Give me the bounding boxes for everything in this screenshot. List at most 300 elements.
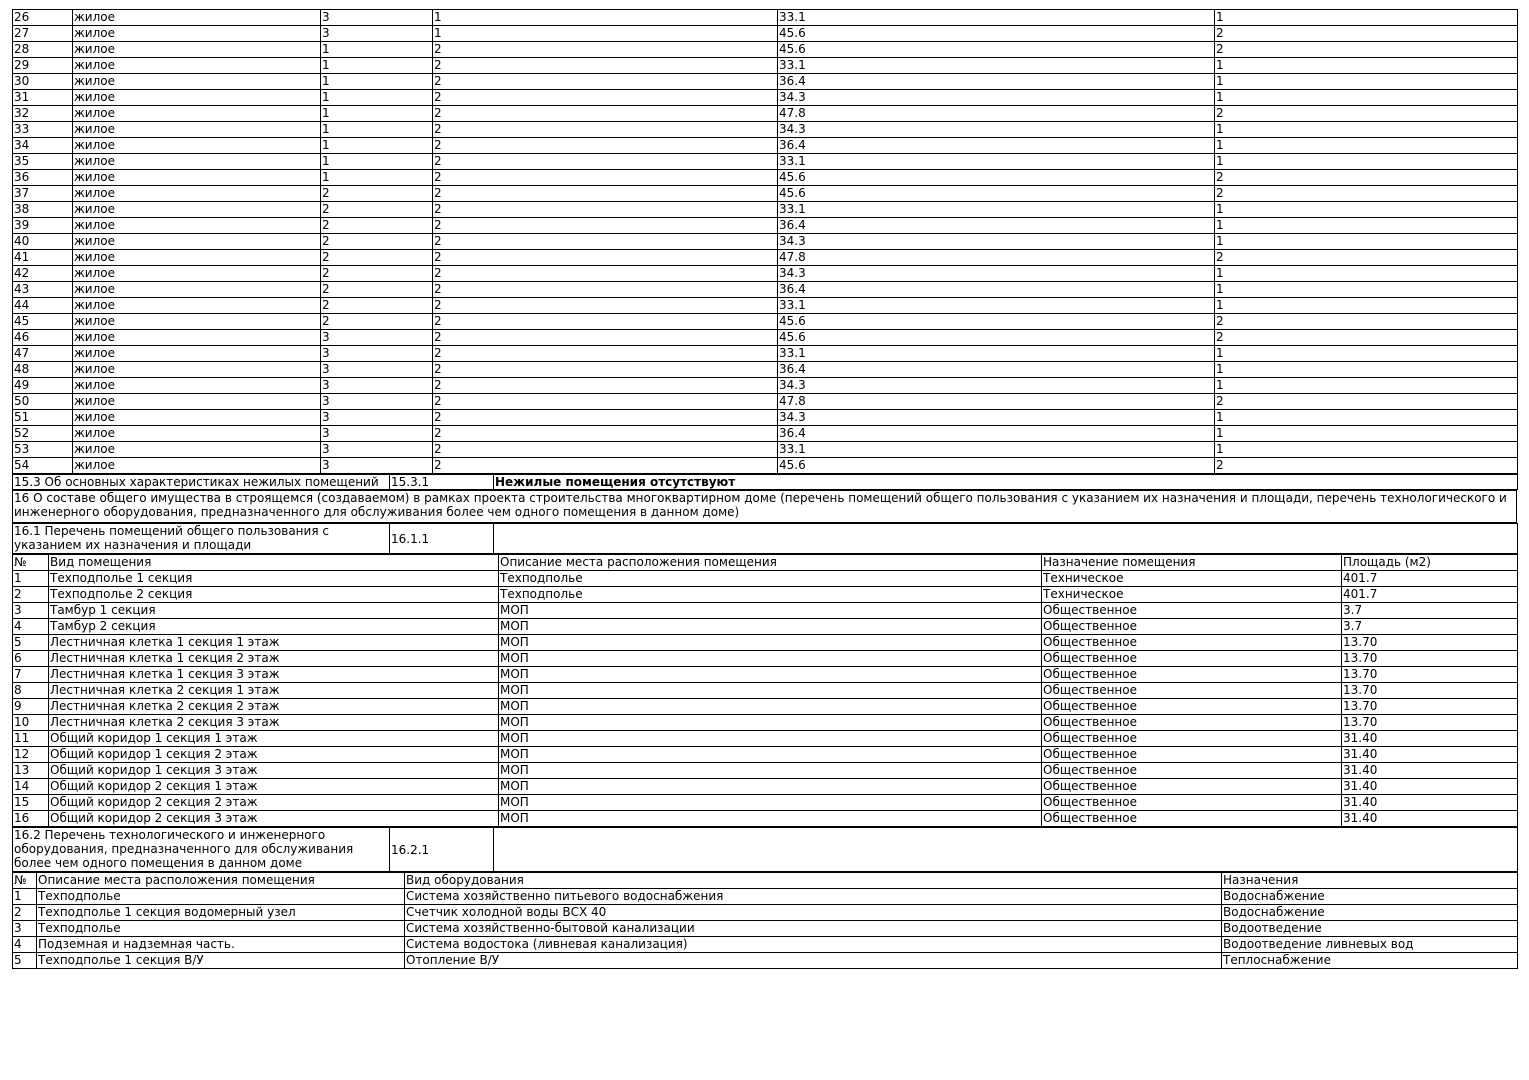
table-cell: 29 xyxy=(13,58,73,74)
table-cell: 31.40 xyxy=(1342,795,1518,811)
table-cell: 1 xyxy=(1215,346,1518,362)
premises-row xyxy=(13,619,1518,635)
table-cell: жилое xyxy=(73,138,321,154)
table-cell: 1 xyxy=(433,10,778,26)
section-16-2-empty xyxy=(494,828,1518,872)
table-cell: Лестничная клетка 2 секция 2 этаж xyxy=(49,699,499,715)
table-cell: 2 xyxy=(321,234,433,250)
table-cell: 1 xyxy=(1215,362,1518,378)
table-cell: жилое xyxy=(73,106,321,122)
table-cell: Общественное xyxy=(1042,763,1342,779)
apartment-row xyxy=(13,186,1518,202)
table-cell: 2 xyxy=(433,74,778,90)
apartment-row xyxy=(13,122,1518,138)
table-cell: 47.8 xyxy=(778,250,1215,266)
table-cell: 3 xyxy=(321,26,433,42)
table-cell: МОП xyxy=(499,683,1042,699)
table-cell: 1 xyxy=(321,58,433,74)
table-cell: 3.7 xyxy=(1342,603,1518,619)
table-cell: 2 xyxy=(1215,250,1518,266)
table-cell: 33.1 xyxy=(778,10,1215,26)
common-premises-table xyxy=(12,554,1518,827)
table-cell: Лестничная клетка 1 секция 3 этаж xyxy=(49,667,499,683)
table-cell: Общественное xyxy=(1042,747,1342,763)
table-cell: 1 xyxy=(13,889,37,905)
table-cell: жилое xyxy=(73,410,321,426)
table-cell: 45.6 xyxy=(778,170,1215,186)
table-cell: жилое xyxy=(73,426,321,442)
table-cell: 401.7 xyxy=(1342,587,1518,603)
table-cell: 3 xyxy=(321,458,433,474)
equipment-row xyxy=(13,937,1518,953)
table-cell: жилое xyxy=(73,362,321,378)
table-cell: 2 xyxy=(433,362,778,378)
table-cell: Водоотведение ливневых вод xyxy=(1222,937,1518,953)
table-cell: 6 xyxy=(13,651,49,667)
table-cell: 1 xyxy=(1215,426,1518,442)
table-cell: 36.4 xyxy=(778,218,1215,234)
table-cell: 45.6 xyxy=(778,26,1215,42)
table-cell: Общественное xyxy=(1042,619,1342,635)
table-cell: 3 xyxy=(321,426,433,442)
table-cell: 47.8 xyxy=(778,106,1215,122)
table-cell: 1 xyxy=(1215,378,1518,394)
table-cell: Общий коридор 1 секция 2 этаж xyxy=(49,747,499,763)
table-cell: Подземная и надземная часть. xyxy=(37,937,405,953)
table-cell: 1 xyxy=(1215,218,1518,234)
table-cell: Теплоснабжение xyxy=(1222,953,1518,969)
apartment-row xyxy=(13,442,1518,458)
table-cell: Счетчик холодной воды ВСХ 40 xyxy=(405,905,1222,921)
table-cell: 2 xyxy=(1215,394,1518,410)
table-cell: жилое xyxy=(73,458,321,474)
table-cell: 2 xyxy=(433,250,778,266)
table-cell: 1 xyxy=(1215,202,1518,218)
table-cell: 1 xyxy=(1215,10,1518,26)
section-15-3-label: 15.3 Об основных характеристиках нежилых помещений xyxy=(13,475,390,490)
column-header: Назначение помещения xyxy=(1042,555,1342,571)
table-cell: Общественное xyxy=(1042,811,1342,827)
table-cell: Техподполье xyxy=(499,587,1042,603)
table-cell: 34.3 xyxy=(778,266,1215,282)
table-cell: Общественное xyxy=(1042,603,1342,619)
table-cell: 33.1 xyxy=(778,154,1215,170)
table-cell: 2 xyxy=(433,314,778,330)
table-cell: 53 xyxy=(13,442,73,458)
table-cell: 13.70 xyxy=(1342,683,1518,699)
common-premises-header xyxy=(13,555,1518,571)
table-cell: 35 xyxy=(13,154,73,170)
table-cell: 2 xyxy=(433,394,778,410)
apartment-row xyxy=(13,218,1518,234)
table-cell: 33.1 xyxy=(778,58,1215,74)
document-page xyxy=(12,9,1517,969)
table-cell: 1 xyxy=(321,74,433,90)
column-header: Назначения xyxy=(1222,873,1518,889)
section-16-2-header-table xyxy=(12,827,1518,872)
table-cell: 28 xyxy=(13,42,73,58)
section-16-1-label: 16.1 Перечень помещений общего пользования с указанием их назначения и площади xyxy=(13,524,390,554)
table-cell: Техподполье xyxy=(37,921,405,937)
table-cell: 3 xyxy=(321,410,433,426)
table-cell: 3 xyxy=(13,603,49,619)
table-cell: 45.6 xyxy=(778,458,1215,474)
premises-row xyxy=(13,779,1518,795)
equipment-row xyxy=(13,905,1518,921)
table-cell: 26 xyxy=(13,10,73,26)
header-row xyxy=(13,873,1518,889)
table-cell: 33 xyxy=(13,122,73,138)
section-15-3-code: 15.3.1 xyxy=(390,475,494,490)
table-cell: 1 xyxy=(1215,138,1518,154)
apartments-table xyxy=(12,9,1518,474)
equipment-header xyxy=(13,873,1518,889)
table-cell: 8 xyxy=(13,683,49,699)
table-cell: 33.1 xyxy=(778,346,1215,362)
table-cell: жилое xyxy=(73,250,321,266)
section-16-2-code: 16.2.1 xyxy=(390,828,494,872)
section-16-label: 16 О составе общего имущества в строящемся (создаваемом) в рамках проекта строительства многоквартирном доме (перечень помещений общего пользования с указанием их назначения и площади, перечень технологического и инженерного оборудования, предназначенного для обслуживания более чем одного помещения в данном доме) xyxy=(13,491,1517,523)
table-cell: Лестничная клетка 1 секция 1 этаж xyxy=(49,635,499,651)
apartment-row xyxy=(13,42,1518,58)
table-cell: 31.40 xyxy=(1342,731,1518,747)
table-cell: 2 xyxy=(433,122,778,138)
table-cell: жилое xyxy=(73,58,321,74)
table-cell: 2 xyxy=(433,202,778,218)
table-cell: 34.3 xyxy=(778,234,1215,250)
table-cell: 12 xyxy=(13,747,49,763)
table-cell: Общий коридор 2 секция 2 этаж xyxy=(49,795,499,811)
table-cell: Общественное xyxy=(1042,667,1342,683)
table-cell: Техподполье 1 секция xyxy=(49,571,499,587)
table-cell: 1 xyxy=(1215,298,1518,314)
table-cell: 2 xyxy=(321,266,433,282)
apartment-row xyxy=(13,90,1518,106)
table-cell: Тамбур 1 секция xyxy=(49,603,499,619)
table-cell: Система хозяйственно-бытовой канализации xyxy=(405,921,1222,937)
equipment-table xyxy=(12,872,1518,969)
apartment-row xyxy=(13,298,1518,314)
table-cell: 1 xyxy=(321,106,433,122)
table-cell: Лестничная клетка 1 секция 2 этаж xyxy=(49,651,499,667)
table-cell: жилое xyxy=(73,10,321,26)
table-cell: Техническое xyxy=(1042,587,1342,603)
premises-row xyxy=(13,683,1518,699)
table-cell: 2 xyxy=(433,234,778,250)
table-cell: Техподполье 1 секция В/У xyxy=(37,953,405,969)
table-cell: Водоснабжение xyxy=(1222,889,1518,905)
table-cell: Общий коридор 2 секция 1 этаж xyxy=(49,779,499,795)
table-cell: 2 xyxy=(1215,42,1518,58)
equipment-row xyxy=(13,921,1518,937)
table-cell: 13.70 xyxy=(1342,667,1518,683)
table-cell: МОП xyxy=(499,619,1042,635)
table-cell: 5 xyxy=(13,953,37,969)
table-cell: 47.8 xyxy=(778,394,1215,410)
table-cell: Общественное xyxy=(1042,699,1342,715)
table-cell: 3 xyxy=(321,346,433,362)
table-cell: МОП xyxy=(499,779,1042,795)
table-cell: 40 xyxy=(13,234,73,250)
equipment-row xyxy=(13,953,1518,969)
table-cell: 1 xyxy=(321,170,433,186)
table-cell: Лестничная клетка 2 секция 3 этаж xyxy=(49,715,499,731)
table-cell: 1 xyxy=(1215,282,1518,298)
table-cell: 2 xyxy=(433,442,778,458)
apartment-row xyxy=(13,10,1518,26)
table-cell: 34.3 xyxy=(778,378,1215,394)
table-cell: Тамбур 2 секция xyxy=(49,619,499,635)
table-cell: 41 xyxy=(13,250,73,266)
apartment-row xyxy=(13,106,1518,122)
table-cell: 1 xyxy=(13,571,49,587)
apartment-row xyxy=(13,394,1518,410)
table-cell: 49 xyxy=(13,378,73,394)
premises-row xyxy=(13,699,1518,715)
apartment-row xyxy=(13,346,1518,362)
table-cell: 34.3 xyxy=(778,122,1215,138)
table-cell: 15 xyxy=(13,795,49,811)
table-cell: 1 xyxy=(1215,442,1518,458)
table-cell: жилое xyxy=(73,218,321,234)
table-cell: 2 xyxy=(433,378,778,394)
equipment-row xyxy=(13,889,1518,905)
apartment-row xyxy=(13,202,1518,218)
table-cell: 3 xyxy=(321,394,433,410)
table-cell: Лестничная клетка 2 секция 1 этаж xyxy=(49,683,499,699)
premises-row xyxy=(13,587,1518,603)
table-cell: 3 xyxy=(321,10,433,26)
table-cell: жилое xyxy=(73,314,321,330)
table-cell: 1 xyxy=(1215,58,1518,74)
table-cell: 2 xyxy=(433,410,778,426)
table-cell: МОП xyxy=(499,811,1042,827)
table-cell: 1 xyxy=(1215,122,1518,138)
table-cell: жилое xyxy=(73,122,321,138)
apartments-table-body xyxy=(13,10,1518,474)
table-cell: 3 xyxy=(321,442,433,458)
table-cell: Техподполье 2 секция xyxy=(49,587,499,603)
table-cell: 34 xyxy=(13,138,73,154)
table-cell: жилое xyxy=(73,394,321,410)
table-cell: 2 xyxy=(433,458,778,474)
table-cell: 2 xyxy=(321,298,433,314)
table-cell: 2 xyxy=(321,314,433,330)
table-cell: 2 xyxy=(321,282,433,298)
table-cell: 38 xyxy=(13,202,73,218)
table-cell: 401.7 xyxy=(1342,571,1518,587)
table-cell: 4 xyxy=(13,937,37,953)
premises-row xyxy=(13,651,1518,667)
table-cell: 3.7 xyxy=(1342,619,1518,635)
table-cell: 1 xyxy=(1215,74,1518,90)
apartment-row xyxy=(13,154,1518,170)
premises-row xyxy=(13,635,1518,651)
table-cell: 16 xyxy=(13,811,49,827)
table-cell: 37 xyxy=(13,186,73,202)
table-cell: 2 xyxy=(433,186,778,202)
table-cell: 36.4 xyxy=(778,138,1215,154)
table-cell: Общий коридор 1 секция 3 этаж xyxy=(49,763,499,779)
table-cell: 43 xyxy=(13,282,73,298)
table-cell: Общественное xyxy=(1042,651,1342,667)
table-cell: 3 xyxy=(321,362,433,378)
apartment-row xyxy=(13,170,1518,186)
table-cell: 2 xyxy=(1215,26,1518,42)
table-cell: 2 xyxy=(1215,170,1518,186)
table-cell: 2 xyxy=(433,58,778,74)
table-cell: 1 xyxy=(321,90,433,106)
premises-row xyxy=(13,795,1518,811)
table-cell: жилое xyxy=(73,234,321,250)
table-cell: 2 xyxy=(433,282,778,298)
table-cell: 45 xyxy=(13,314,73,330)
apartment-row xyxy=(13,58,1518,74)
table-cell: 13.70 xyxy=(1342,699,1518,715)
table-cell: Общий коридор 1 секция 1 этаж xyxy=(49,731,499,747)
table-cell: Общественное xyxy=(1042,635,1342,651)
table-cell: МОП xyxy=(499,603,1042,619)
table-cell: 31.40 xyxy=(1342,779,1518,795)
column-header: Площадь (м2) xyxy=(1342,555,1518,571)
table-cell: Общественное xyxy=(1042,683,1342,699)
table-cell: 2 xyxy=(1215,106,1518,122)
table-cell: Общественное xyxy=(1042,715,1342,731)
table-cell: Общественное xyxy=(1042,779,1342,795)
table-cell: Система водостока (ливневая канализация) xyxy=(405,937,1222,953)
table-cell: 45.6 xyxy=(778,330,1215,346)
table-cell: 36.4 xyxy=(778,282,1215,298)
table-cell: 36.4 xyxy=(778,362,1215,378)
table-cell: 34.3 xyxy=(778,90,1215,106)
table-cell: 54 xyxy=(13,458,73,474)
table-cell: Техподполье xyxy=(499,571,1042,587)
table-cell: 51 xyxy=(13,410,73,426)
table-cell: Система хозяйственно питьевого водоснабжения xyxy=(405,889,1222,905)
table-cell: 14 xyxy=(13,779,49,795)
table-cell: 5 xyxy=(13,635,49,651)
table-cell: жилое xyxy=(73,298,321,314)
premises-row xyxy=(13,763,1518,779)
table-cell: 48 xyxy=(13,362,73,378)
table-cell: Общий коридор 2 секция 3 этаж xyxy=(49,811,499,827)
table-cell: 30 xyxy=(13,74,73,90)
apartment-row xyxy=(13,234,1518,250)
table-cell: 1 xyxy=(321,138,433,154)
table-cell: 1 xyxy=(1215,266,1518,282)
column-header: № xyxy=(13,873,37,889)
table-cell: 52 xyxy=(13,426,73,442)
table-cell: 1 xyxy=(433,26,778,42)
premises-row xyxy=(13,747,1518,763)
table-cell: Водоснабжение xyxy=(1222,905,1518,921)
table-cell: 2 xyxy=(1215,314,1518,330)
table-cell: 46 xyxy=(13,330,73,346)
column-header: № xyxy=(13,555,49,571)
table-cell: Техническое xyxy=(1042,571,1342,587)
table-cell: жилое xyxy=(73,74,321,90)
table-cell: МОП xyxy=(499,747,1042,763)
premises-row xyxy=(13,715,1518,731)
table-cell: 1 xyxy=(321,122,433,138)
column-header: Вид оборудования xyxy=(405,873,1222,889)
table-cell: 1 xyxy=(1215,410,1518,426)
table-cell: 1 xyxy=(1215,234,1518,250)
column-header: Описание места расположения помещения xyxy=(37,873,405,889)
table-cell: Отопление В/У xyxy=(405,953,1222,969)
table-cell: 45.6 xyxy=(778,314,1215,330)
table-cell: 32 xyxy=(13,106,73,122)
table-cell: 45.6 xyxy=(778,42,1215,58)
table-cell: МОП xyxy=(499,795,1042,811)
table-cell: 13.70 xyxy=(1342,635,1518,651)
apartment-row xyxy=(13,74,1518,90)
section-16-table xyxy=(12,490,1517,523)
table-cell: 1 xyxy=(1215,90,1518,106)
table-cell: 47 xyxy=(13,346,73,362)
table-cell: 13 xyxy=(13,763,49,779)
table-cell: 4 xyxy=(13,619,49,635)
table-cell: 10 xyxy=(13,715,49,731)
table-cell: 2 xyxy=(433,90,778,106)
table-cell: 2 xyxy=(321,250,433,266)
table-cell: Техподполье xyxy=(37,889,405,905)
table-cell: 34.3 xyxy=(778,410,1215,426)
table-cell: жилое xyxy=(73,442,321,458)
table-cell: 2 xyxy=(13,587,49,603)
table-cell: 2 xyxy=(321,218,433,234)
premises-row xyxy=(13,571,1518,587)
table-cell: жилое xyxy=(73,170,321,186)
common-premises-body xyxy=(13,571,1518,827)
table-cell: МОП xyxy=(499,731,1042,747)
table-cell: 31.40 xyxy=(1342,811,1518,827)
table-cell: 3 xyxy=(13,921,37,937)
table-cell: 1 xyxy=(1215,154,1518,170)
column-header: Описание места расположения помещения xyxy=(499,555,1042,571)
table-cell: жилое xyxy=(73,266,321,282)
table-cell: 33.1 xyxy=(778,298,1215,314)
table-cell: 13.70 xyxy=(1342,651,1518,667)
table-cell: 2 xyxy=(321,202,433,218)
table-cell: 2 xyxy=(433,154,778,170)
table-cell: 2 xyxy=(433,218,778,234)
premises-row xyxy=(13,731,1518,747)
apartment-row xyxy=(13,314,1518,330)
table-cell: МОП xyxy=(499,635,1042,651)
table-cell: 44 xyxy=(13,298,73,314)
apartment-row xyxy=(13,458,1518,474)
table-cell: 39 xyxy=(13,218,73,234)
premises-row xyxy=(13,811,1518,827)
apartment-row xyxy=(13,378,1518,394)
table-cell: 2 xyxy=(1215,458,1518,474)
section-16-1-code: 16.1.1 xyxy=(390,524,494,554)
table-cell: 7 xyxy=(13,667,49,683)
table-cell: 1 xyxy=(321,42,433,58)
table-cell: жилое xyxy=(73,282,321,298)
table-cell: МОП xyxy=(499,715,1042,731)
table-cell: 2 xyxy=(433,42,778,58)
table-cell: 31 xyxy=(13,90,73,106)
apartment-row xyxy=(13,330,1518,346)
section-16-1-empty xyxy=(494,524,1518,554)
equipment-body xyxy=(13,889,1518,969)
apartment-row xyxy=(13,266,1518,282)
table-cell: жилое xyxy=(73,202,321,218)
table-cell: жилое xyxy=(73,90,321,106)
table-cell: Техподполье 1 секция водомерный узел xyxy=(37,905,405,921)
